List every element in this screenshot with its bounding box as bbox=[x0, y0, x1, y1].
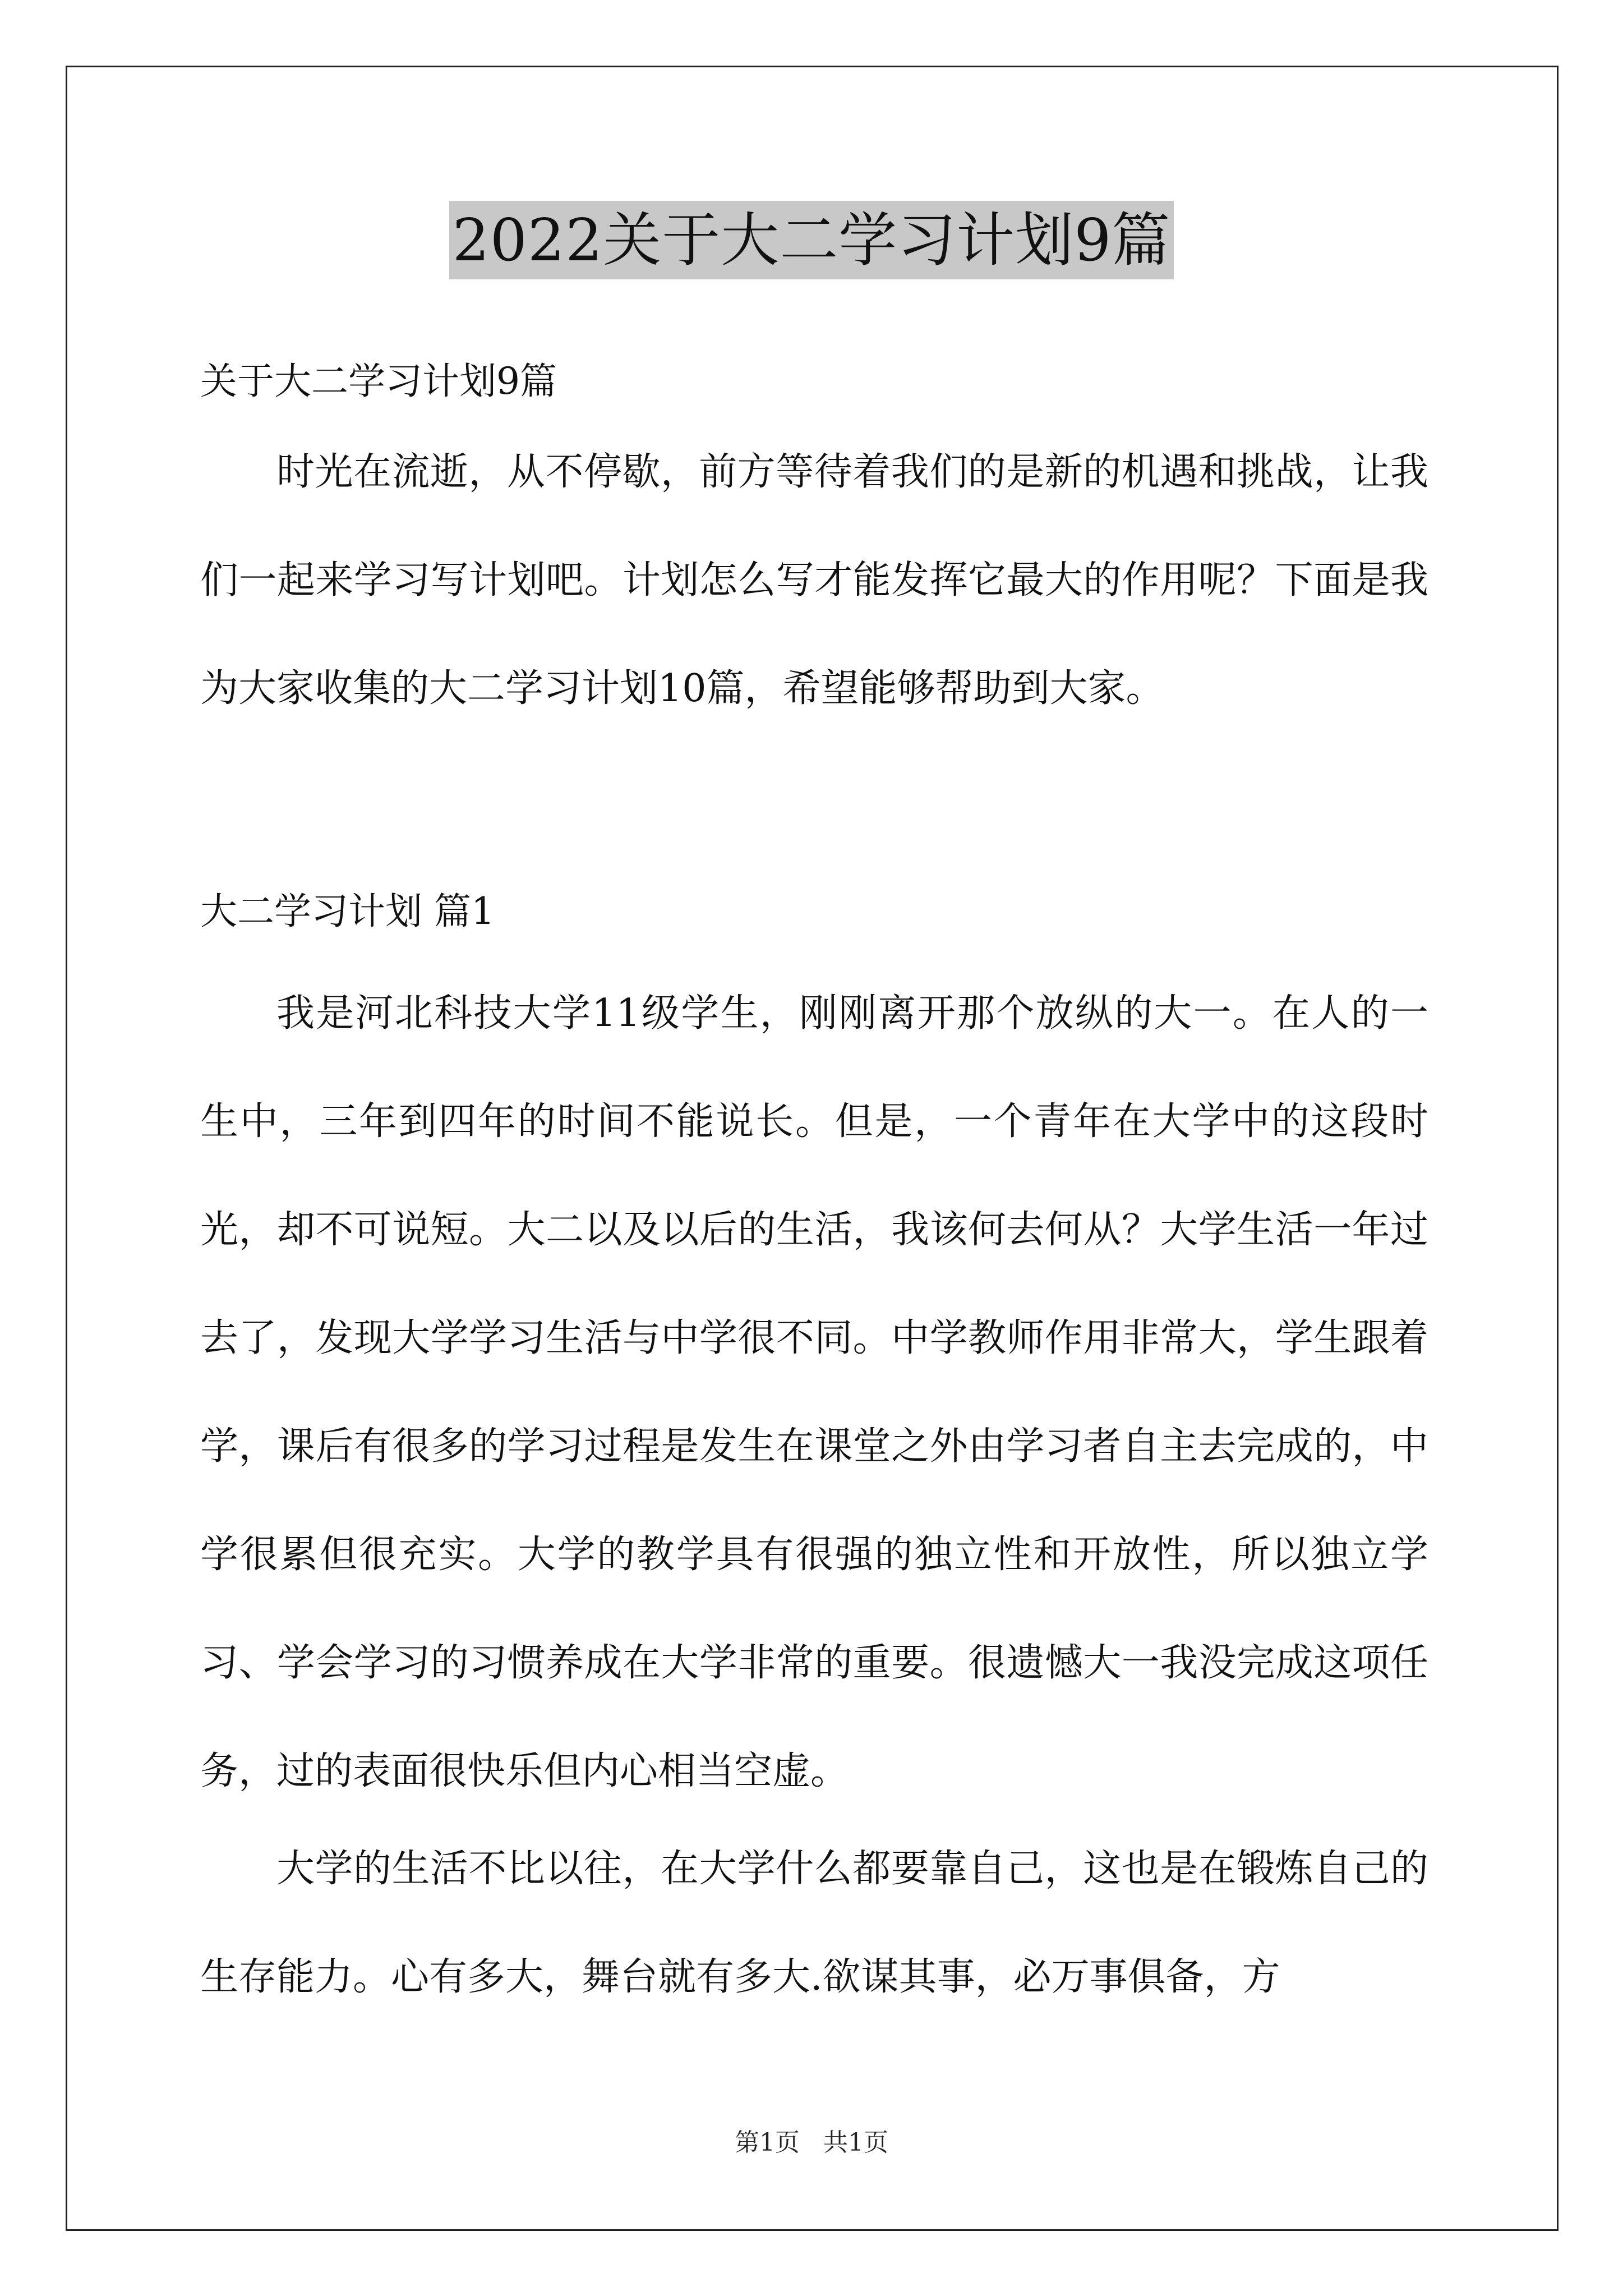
page-total: 共1页 bbox=[823, 2128, 888, 2157]
section-heading: 大二学习计划 篇1 bbox=[200, 890, 495, 933]
document-title: 2022关于大二学习计划9篇 bbox=[449, 201, 1174, 279]
page-footer bbox=[0, 2126, 1623, 2160]
body-paragraph-1: 我是河北科技大学11级学生，刚刚离开那个放纵的大一。在人的一生中，三年到四年的时间不能说长。但是，一个青年在大学中的这段时光，却不可说短。大二以及以后的生活，我该何去何从？大学生活一年过去了，发现大学学习生活与中学很不同。中学教师作用非常大，学生跟着学，课后有很多的学习过程是发生在课堂之外由学习者自主去完成的，中学很累但很充实。大学的教学具有很强的独立性和开放性，所以独立学习、学会学习的习惯养成在大学非常的重要。很遗憾大一我没完成这项任务，过的表面很快乐但内心相当空虚。 bbox=[200, 991, 1428, 1793]
intro-paragraph: 时光在流逝，从不停歇，前方等待着我们的是新的机遇和挑战，让我们一起来学习写计划吧。计划怎么写才能发挥它最大的作用呢？下面是我为大家收集的大二学习计划10篇，希望能够帮助到大家。 bbox=[200, 450, 1428, 711]
body-paragraph-2: 大学的生活不比以往，在大学什么都要靠自己，这也是在锻炼自己的生存能力。心有多大，舞台就有多大.欲谋其事，必万事俱备，方 bbox=[200, 1847, 1428, 1999]
document-subtitle: 关于大二学习计划9篇 bbox=[200, 360, 557, 403]
page-number: 第1页 bbox=[735, 2128, 800, 2157]
title-container bbox=[0, 201, 1623, 279]
